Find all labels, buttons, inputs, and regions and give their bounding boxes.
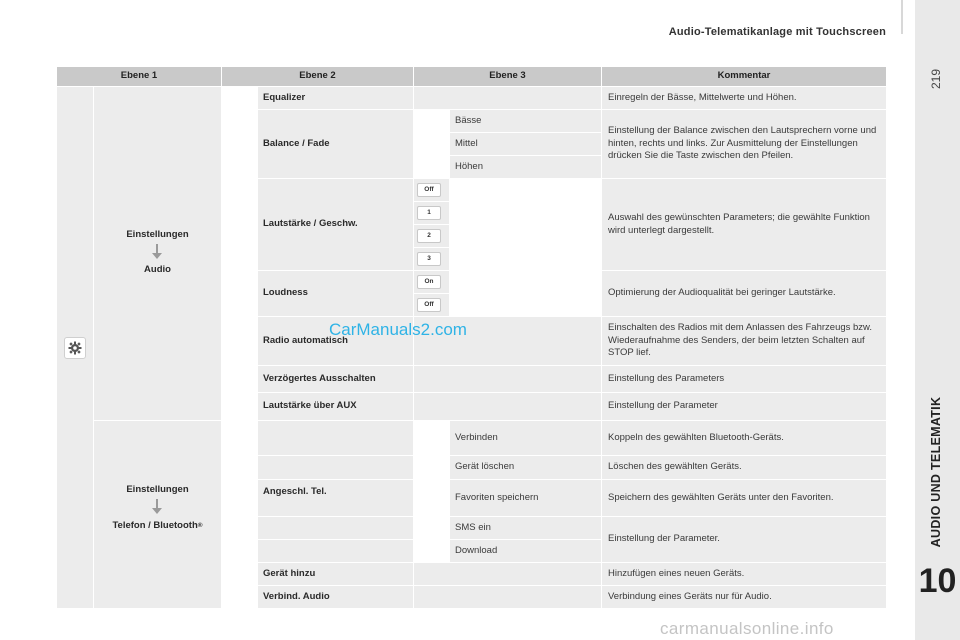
group-phone-settings xyxy=(94,421,221,608)
row-aux-volume-label: Lautstärke über AUX xyxy=(258,393,413,420)
row-equalizer-label: Equalizer xyxy=(258,87,413,109)
row-equalizer-comment: Einregeln der Bässe, Mittelwerte und Höhen. xyxy=(602,87,886,109)
option-off-cell xyxy=(414,294,449,316)
row-balance-label: Balance / Fade xyxy=(258,110,413,178)
option-delete-device: Gerät löschen xyxy=(450,456,601,479)
option-3-tag: 3 xyxy=(417,252,441,266)
row-add-device-label: Gerät hinzu xyxy=(258,563,413,585)
option-2-tag: 2 xyxy=(417,229,441,243)
row-radio-auto-label: Radio automatisch xyxy=(258,317,413,365)
menu-table xyxy=(57,67,886,608)
footer-watermark: carmanualsonline.info xyxy=(660,619,834,638)
column-header-level3: Ebene 3 xyxy=(414,67,601,86)
option-on-cell xyxy=(414,271,449,293)
option-connect: Verbinden xyxy=(450,421,601,455)
row-delayed-off-label: Verzögertes Ausschalten xyxy=(258,366,413,392)
row-delayed-off-comment: Einstellung des Parameters xyxy=(602,366,886,392)
option-off-tag: Off xyxy=(417,298,441,312)
row-radio-auto-comment: Einschalten des Radios mit dem Anlassen des Fahrzeugs bzw. Wiederaufnahme des Senders, der beim letzten Schalten auf STOP lief. xyxy=(602,317,886,365)
row-connect-comment: Koppeln des gewählten Bluetooth-Geräts. xyxy=(602,421,886,455)
watermark-carmanuals: CarManuals2.com xyxy=(329,320,467,339)
option-2-cell xyxy=(414,225,449,247)
group-phone-line1: Einstellungen xyxy=(126,484,189,495)
option-download: Download xyxy=(450,540,601,562)
page-number: 219 xyxy=(929,68,943,90)
option-bass: Bässe xyxy=(450,110,601,132)
column-header-level1: Ebene 1 xyxy=(57,67,221,86)
group-phone-line2: Telefon / Bluetooth® xyxy=(112,520,203,531)
option-on-tag: On xyxy=(417,275,441,289)
row-favorites-comment: Speichern des gewählten Geräts unter den Favoriten. xyxy=(602,480,886,516)
page-header-title: Audio-Telematikanlage mit Touchscreen xyxy=(668,26,886,38)
row-sms-download-comment: Einstellung der Parameter. xyxy=(602,517,886,562)
row-balance-comment: Einstellung der Balance zwischen den Lautsprechern vorne und hinten, rechts und links. Zur Ausmittelung der Einstellungen drücken Sie die Taste zwischen den Pfeilen. xyxy=(602,110,886,178)
option-middle: Mittel xyxy=(450,133,601,155)
row-delete-device-comment: Löschen des gewählten Geräts. xyxy=(602,456,886,479)
row-connect-audio-comment: Verbindung eines Geräts nur für Audio. xyxy=(602,586,886,608)
chapter-number: 10 xyxy=(918,562,957,600)
option-sms: SMS ein xyxy=(450,517,601,539)
row-connected-phone-label: Angeschl. Tel. xyxy=(258,480,413,516)
group-audio-settings xyxy=(94,87,221,420)
row-volume-comment: Auswahl des gewünschten Parameters; die gewählte Funktion wird unterlegt dargestellt. xyxy=(602,179,886,270)
chapter-side-label: AUDIO UND TELEMATIK xyxy=(929,396,943,548)
header-divider xyxy=(901,0,903,34)
row-volume-label: Lautstärke / Geschw. xyxy=(258,179,413,270)
option-3-cell xyxy=(414,248,449,270)
group-audio-line1: Einstellungen xyxy=(126,229,189,240)
column-header-level2: Ebene 2 xyxy=(222,67,413,86)
option-1-tag: 1 xyxy=(417,206,441,220)
group-audio-line2: Audio xyxy=(144,264,171,275)
option-off-tag: Off xyxy=(417,183,441,197)
option-1-cell xyxy=(414,202,449,224)
option-off-cell xyxy=(414,179,449,201)
column-header-comment: Kommentar xyxy=(602,67,886,86)
option-save-favorites: Favoriten speichern xyxy=(450,480,601,516)
row-loudness-comment: Optimierung der Audioqualität bei geringer Lautstärke. xyxy=(602,271,886,316)
row-aux-volume-comment: Einstellung der Parameter xyxy=(602,393,886,420)
settings-gear-icon xyxy=(64,337,86,359)
row-loudness-label: Loudness xyxy=(258,271,413,316)
row-connect-audio-label: Verbind. Audio xyxy=(258,586,413,608)
option-treble: Höhen xyxy=(450,156,601,178)
row-add-device-comment: Hinzufügen eines neuen Geräts. xyxy=(602,563,886,585)
level1-cell xyxy=(57,87,93,608)
